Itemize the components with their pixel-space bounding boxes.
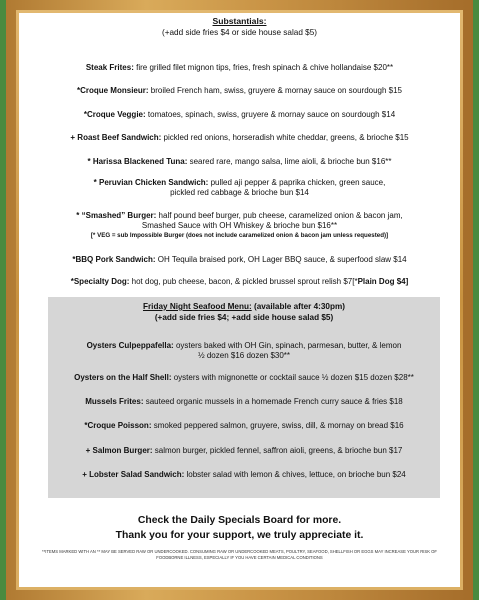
item-name: Oysters on the Half Shell: xyxy=(74,373,172,382)
item-name: * “Smashed” Burger: xyxy=(76,211,157,220)
item-description: OH Tequila braised pork, OH Lager BBQ sauce, & superfood slaw $14 xyxy=(157,255,407,264)
item-description: tomatoes, spinach, swiss, gruyere & mornay sauce on sourdough $14 xyxy=(147,110,396,119)
item-name: *Croque Veggie: xyxy=(83,110,146,119)
item-name: * Harissa Blackened Tuna: xyxy=(87,157,188,166)
item-description: seared rare, mango salsa, lime aioli, & brioche bun $16** xyxy=(189,157,392,166)
menu-item xyxy=(48,397,440,407)
closing-line-1: Check the Daily Specials Board for more. xyxy=(137,515,342,526)
closing-line-2: Thank you for your support, we truly appreciate it. xyxy=(115,530,364,542)
item-name: Mussels Frites: xyxy=(85,397,144,406)
item-description-line2: Smashed Sauce with OH Whiskey & brioche bun $16** xyxy=(141,221,338,231)
item-description: sauteed organic mussels in a homemade French curry sauce & fries $18 xyxy=(145,397,403,406)
seafood-title: Friday Night Seafood Menu: xyxy=(142,302,252,311)
item-name: + Lobster Salad Sandwich: xyxy=(82,470,185,479)
raw-food-disclaimer: **ITEMS MARKED WITH AN ** MAY BE SERVED RAW OR UNDERCOOKED. CONSUMING RAW OR UNDERCOOKED MEATS, POULTRY, SEAFOOD, SHELLFISH OR EGGS MAY INCREASE YOUR RISK OF FOODBORNE ILLNESS, ESPECIALLY IF YOU HAVE CERTAIN MEDICAL CONDITIONS xyxy=(42,549,437,561)
substantials-header xyxy=(19,16,460,37)
item-name: *Croque Poisson: xyxy=(84,421,152,430)
substantials-subtitle: (+add side fries $4 or side house salad $5) xyxy=(162,28,317,37)
item-description: salmon burger, pickled fennel, saffron aioli, greens, & brioche bun $17 xyxy=(154,446,403,455)
menu-item xyxy=(48,446,440,456)
menu-item xyxy=(19,133,460,143)
menu-item xyxy=(19,110,460,120)
item-name: + Salmon Burger: xyxy=(85,446,153,455)
item-description-line2: ½ dozen $16 dozen $30** xyxy=(197,351,291,361)
background-edge-right xyxy=(473,0,479,600)
item-name: *BBQ Pork Sandwich: xyxy=(72,255,156,264)
item-description: fire grilled filet mignon tips, fries, fresh spinach & chive hollandaise $20** xyxy=(136,63,394,72)
item-name: *Specialty Dog: xyxy=(70,277,130,286)
menu-item xyxy=(19,211,460,240)
item-description: pickled red onions, horseradish white cheddar, greens, & brioche $15 xyxy=(163,133,409,142)
item-description: broiled French ham, swiss, gruyere & mornay sauce on sourdough $15 xyxy=(150,86,403,95)
menu-item xyxy=(19,255,460,265)
seafood-header xyxy=(48,302,440,322)
menu-item xyxy=(48,341,440,362)
item-description: oysters baked with OH Gin, spinach, parmesan, butter, & lemon xyxy=(175,341,402,350)
item-description: lobster salad with lemon & chives, lettuce, on brioche bun $24 xyxy=(186,470,406,479)
seafood-subtitle: (+add side fries $4; +add side house salad $5) xyxy=(154,313,334,322)
seafood-menu-box xyxy=(48,297,440,498)
menu-item xyxy=(19,277,460,287)
menu-item xyxy=(19,178,460,199)
menu-item xyxy=(48,421,440,431)
item-description: smoked peppered salmon, gruyere, swiss, dill, & mornay on bread $16 xyxy=(153,421,404,430)
item-description-line2: pickled red cabbage & brioche bun $14 xyxy=(170,188,309,198)
substantials-title: Substantials: xyxy=(212,16,267,26)
closing-message xyxy=(19,513,460,543)
menu-item xyxy=(19,86,460,96)
item-description: oysters with mignonette or cocktail sauce ½ dozen $15 dozen $28** xyxy=(173,373,414,382)
item-description: hot dog, pub cheese, bacon, & pickled brussel sprout relish $7[* xyxy=(131,277,358,286)
item-name: Oysters Culpeppafella: xyxy=(86,341,174,350)
item-description: half pound beef burger, pub cheese, caramelized onion & bacon jam, xyxy=(158,211,403,220)
menu-item xyxy=(48,470,440,480)
frame-inner xyxy=(16,10,463,590)
item-name: + Roast Beef Sandwich: xyxy=(70,133,162,142)
seafood-title-suffix: (available after 4:30pm) xyxy=(251,302,345,311)
wooden-frame xyxy=(6,0,473,600)
menu-item xyxy=(19,63,460,73)
menu-item xyxy=(19,157,460,167)
menu-item xyxy=(48,373,440,383)
item-description: pulled aji pepper & paprika chicken, green sauce, xyxy=(210,178,386,187)
item-extra: Plain Dog $4] xyxy=(357,277,409,286)
item-name: Steak Frites: xyxy=(85,63,134,72)
item-name: * Peruvian Chicken Sandwich: xyxy=(93,178,209,187)
veg-note: [* VEG = sub Impossible Burger (does not include caramelized onion & bacon jam unless requested)] xyxy=(90,231,389,239)
menu-page xyxy=(19,13,460,587)
item-name: *Croque Monsieur: xyxy=(76,86,149,95)
